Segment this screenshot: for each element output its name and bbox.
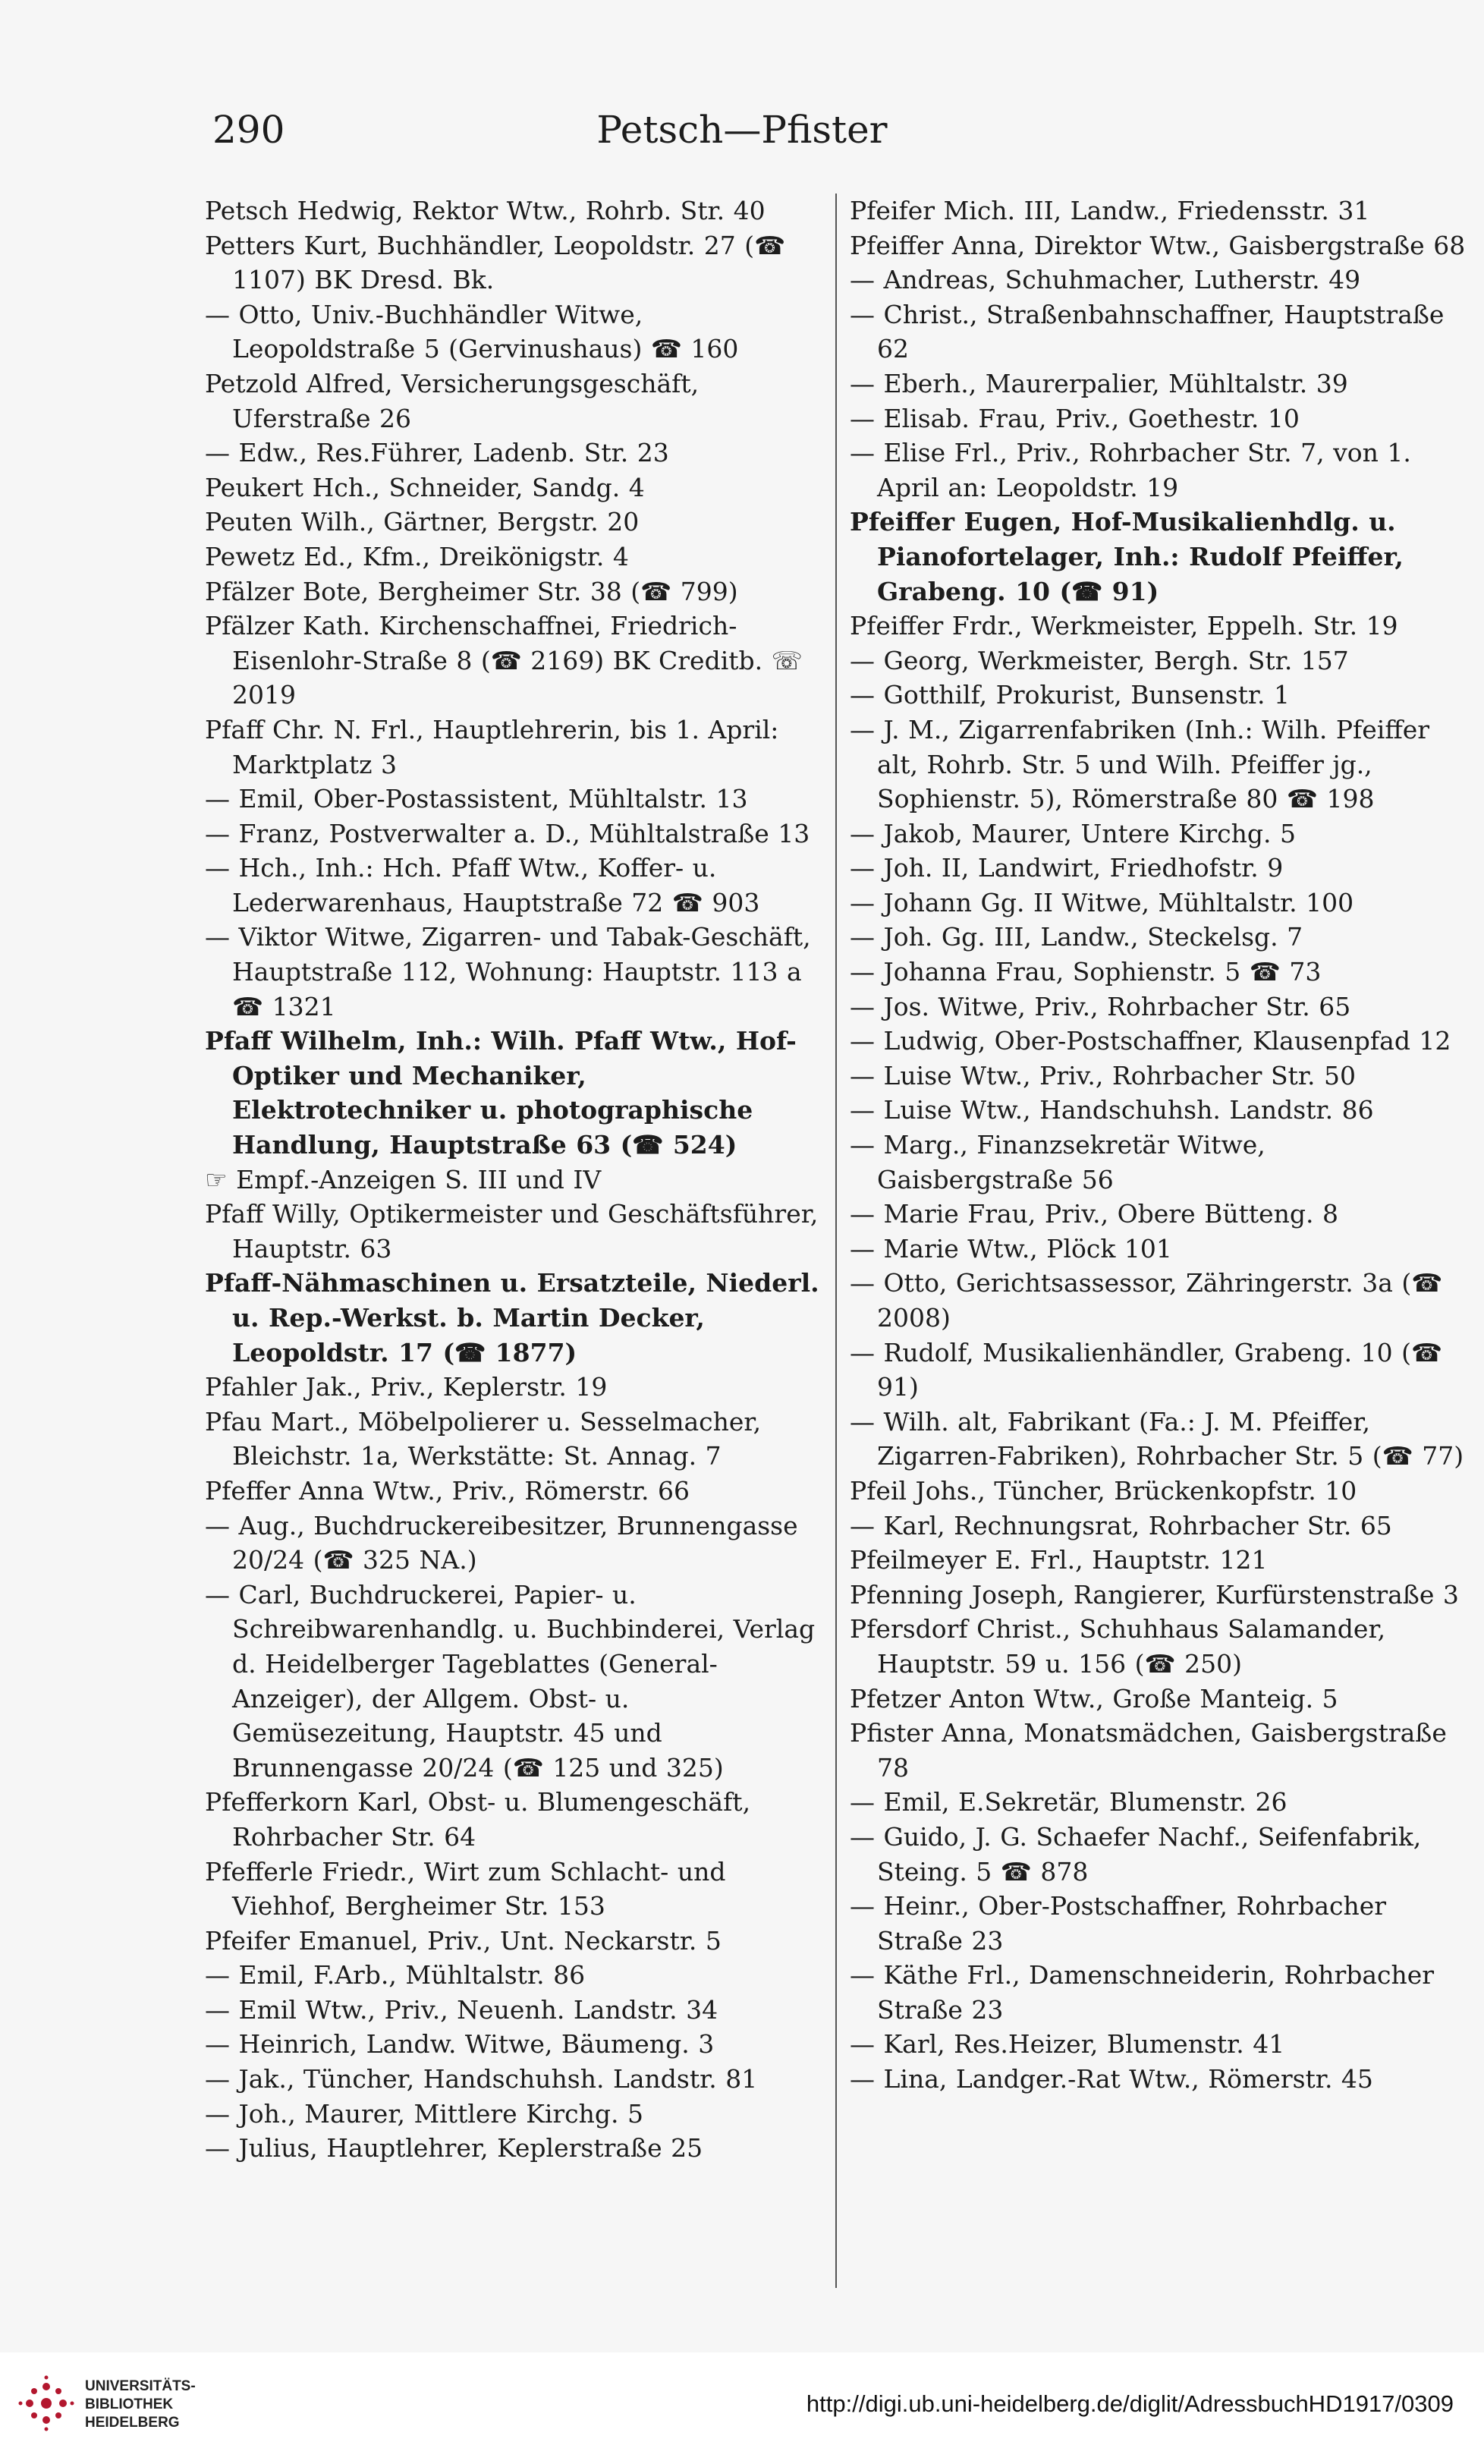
directory-entry-highlighted: Pfaff Wilhelm, Inh.: Wilh. Pfaff Wtw., Hof-Optiker und Mechaniker, Elektrotechniker u. photographische Handlung, Hauptstraße 63 (☎ 524) bbox=[205, 1026, 797, 1160]
directory-entry: Pfefferkorn Karl, Obst- u. Blumengeschäft, Rohrbacher Str. 64 bbox=[205, 1787, 751, 1852]
directory-entry: — Gotthilf, Prokurist, Bunsenstr. 1 bbox=[850, 680, 1291, 710]
library-name-line: HEIDELBERG bbox=[85, 2415, 180, 2431]
directory-entry: — Viktor Witwe, Zigarren- und Tabak-Geschäft, Hauptstraße 112, Wohnung: Hauptstr. 113 a ☎ 1321 bbox=[205, 922, 811, 1021]
page-number: 290 bbox=[212, 108, 285, 152]
university-library-logo-icon bbox=[18, 2375, 74, 2431]
directory-entry: — Jos. Witwe, Priv., Rohrbacher Str. 65 bbox=[850, 991, 1351, 1021]
directory-entry: — Julius, Hauptlehrer, Keplerstraße 25 bbox=[205, 2133, 703, 2163]
directory-entry: — Heinrich, Landw. Witwe, Bäumeng. 3 bbox=[205, 2029, 715, 2060]
directory-entry: — Käthe Frl., Damenschneiderin, Rohrbacher Straße 23 bbox=[850, 1960, 1435, 2025]
directory-entry: Pfeiffer Anna, Direktor Wtw., Gaisbergstraße 68 bbox=[850, 230, 1466, 260]
directory-entry: Pfeifer Mich. III, Landw., Friedensstr. 31 bbox=[850, 196, 1370, 225]
running-title: Petsch—Pfister bbox=[596, 108, 888, 152]
directory-entry: — Franz, Postverwalter a. D., Mühltalstraße 13 bbox=[205, 818, 810, 848]
directory-entry: — Jakob, Maurer, Untere Kirchg. 5 bbox=[850, 818, 1296, 848]
directory-entry: Pfenning Joseph, Rangierer, Kurfürstenstraße 3 bbox=[850, 1579, 1459, 1610]
directory-entry: — Georg, Werkmeister, Bergh. Str. 157 bbox=[850, 645, 1349, 675]
directory-entry: Peuten Wilh., Gärtner, Bergstr. 20 bbox=[205, 507, 640, 537]
library-name-line: BIBLIOTHEK bbox=[85, 2396, 174, 2412]
directory-entry: Pfaff Willy, Optikermeister und Geschäftsführer, Hauptstr. 63 bbox=[205, 1199, 819, 1263]
directory-entry: — Aug., Buchdruckereibesitzer, Brunnengasse 20/24 (☎ 325 NA.) bbox=[205, 1510, 798, 1575]
directory-entry: Pfälzer Bote, Bergheimer Str. 38 (☎ 799) bbox=[205, 576, 738, 606]
directory-entry: — Marie Wtw., Plöck 101 bbox=[850, 1233, 1172, 1263]
column-divider bbox=[835, 194, 837, 2288]
directory-entry: Pfau Mart., Möbelpolierer u. Sesselmacher, Bleichstr. 1a, Werkstätte: St. Annag. 7 bbox=[205, 1406, 762, 1471]
directory-entry: — Rudolf, Musikalienhändler, Grabeng. 10 (☎ 91) bbox=[850, 1337, 1443, 1402]
directory-entry: — Edw., Res.Führer, Ladenb. Str. 23 bbox=[205, 438, 669, 468]
directory-entry: — Emil, E.Sekretär, Blumenstr. 26 bbox=[850, 1787, 1287, 1817]
directory-entry: — Luise Wtw., Handschuhsh. Landstr. 86 bbox=[850, 1095, 1374, 1125]
directory-entry: — Hch., Inh.: Hch. Pfaff Wtw., Koffer- u. Lederwarenhaus, Hauptstraße 72 ☎ 903 bbox=[205, 853, 760, 917]
directory-entry: — Christ., Straßenbahnschaffner, Hauptstraße 62 bbox=[850, 299, 1445, 364]
directory-entry: Pfeil Johs., Tüncher, Brückenkopfstr. 10 bbox=[850, 1475, 1357, 1506]
directory-entry: — Karl, Res.Heizer, Blumenstr. 41 bbox=[850, 2029, 1285, 2060]
directory-entry: — Emil Wtw., Priv., Neuenh. Landstr. 34 bbox=[205, 1994, 718, 2025]
directory-entry: Petsch Hedwig, Rektor Wtw., Rohrb. Str. 40 bbox=[205, 196, 766, 225]
directory-entry: — Luise Wtw., Priv., Rohrbacher Str. 50 bbox=[850, 1060, 1356, 1090]
directory-entry: — Lina, Landger.-Rat Wtw., Römerstr. 45 bbox=[850, 2064, 1373, 2094]
directory-entry: — Elisab. Frau, Priv., Goethestr. 10 bbox=[850, 403, 1300, 433]
directory-entry: — Eberh., Maurerpalier, Mühltalstr. 39 bbox=[850, 368, 1348, 398]
directory-entry: — Joh. II, Landwirt, Friedhofstr. 9 bbox=[850, 853, 1284, 883]
directory-entry: — Otto, Gerichtsassessor, Zähringerstr. 3a (☎ 2008) bbox=[850, 1268, 1443, 1333]
directory-entry: — Joh., Maurer, Mittlere Kirchg. 5 bbox=[205, 2098, 644, 2129]
directory-entry: Petters Kurt, Buchhändler, Leopoldstr. 27 (☎ 1107) BK Dresd. Bk. bbox=[205, 230, 786, 295]
directory-entry: — Johann Gg. II Witwe, Mühltalstr. 100 bbox=[850, 887, 1354, 917]
left-column bbox=[205, 194, 823, 2288]
directory-entry: Petzold Alfred, Versicherungsgeschäft, Uferstraße 26 bbox=[205, 368, 700, 433]
directory-entry: — Johanna Frau, Sophienstr. 5 ☎ 73 bbox=[850, 957, 1322, 987]
directory-entry: — Andreas, Schuhmacher, Lutherstr. 49 bbox=[850, 265, 1361, 295]
directory-entry: — Guido, J. G. Schaefer Nachf., Seifenfabrik, Steing. 5 ☎ 878 bbox=[850, 1821, 1422, 1887]
directory-entry: — Heinr., Ober-Postschaffner, Rohrbacher Straße 23 bbox=[850, 1891, 1387, 1956]
directory-entry: Pfeifer Emanuel, Priv., Unt. Neckarstr. 5 bbox=[205, 1925, 722, 1956]
directory-entry: Pfeffer Anna Wtw., Priv., Römerstr. 66 bbox=[205, 1475, 690, 1506]
directory-entry: Pfefferle Friedr., Wirt zum Schlacht- und Viehhof, Bergheimer Str. 153 bbox=[205, 1856, 726, 1921]
directory-entry: Pfeilmeyer E. Frl., Hauptstr. 121 bbox=[850, 1545, 1268, 1575]
directory-entry: — Emil, Ober-Postassistent, Mühltalstr. 13 bbox=[205, 784, 748, 814]
directory-entry: — Elise Frl., Priv., Rohrbacher Str. 7, von 1. April an: Leopoldstr. 19 bbox=[850, 438, 1411, 502]
directory-entry: ☞ Empf.-Anzeigen S. III und IV bbox=[205, 1164, 602, 1194]
library-name-line: UNIVERSITÄTS- bbox=[85, 2378, 196, 2394]
directory-entry: Pfeiffer Frdr., Werkmeister, Eppelh. Str. 19 bbox=[850, 611, 1398, 641]
directory-entry: — Ludwig, Ober-Postschaffner, Klausenpfad 12 bbox=[850, 1026, 1451, 1056]
directory-entry: Pfersdorf Christ., Schuhhaus Salamander, Hauptstr. 59 u. 156 (☎ 250) bbox=[850, 1614, 1386, 1679]
directory-entry: Pfetzer Anton Wtw., Große Manteig. 5 bbox=[850, 1683, 1338, 1713]
directory-entry: — Jak., Tüncher, Handschuhsh. Landstr. 81 bbox=[205, 2064, 758, 2094]
library-name bbox=[85, 2377, 196, 2432]
directory-entry: — J. M., Zigarrenfabriken (Inh.: Wilh. Pfeiffer alt, Rohrb. Str. 5 und Wilh. Pfeiffer jg., Sophienstr. 5), Römerstraße 80 ☎ 198 bbox=[850, 714, 1430, 814]
right-column bbox=[850, 194, 1468, 2288]
directory-entry: Peukert Hch., Schneider, Sandg. 4 bbox=[205, 472, 645, 502]
directory-entry-highlighted: Pfaff-Nähmaschinen u. Ersatzteile, Niederl. u. Rep.-Werkst. b. Martin Decker, Leopoldstr. 17 (☎ 1877) bbox=[205, 1268, 819, 1367]
directory-entry: — Karl, Rechnungsrat, Rohrbacher Str. 65 bbox=[850, 1510, 1392, 1540]
directory-entry: Pfahler Jak., Priv., Keplerstr. 19 bbox=[205, 1372, 608, 1402]
source-url-link[interactable]: http://digi.ub.uni-heidelberg.de/diglit/AdressbuchHD1917/0309 bbox=[806, 2390, 1454, 2417]
directory-entry: — Marie Frau, Priv., Obere Bütteng. 8 bbox=[850, 1199, 1339, 1229]
directory-entry: — Otto, Univ.-Buchhändler Witwe, Leopoldstraße 5 (Gervinushaus) ☎ 160 bbox=[205, 299, 739, 364]
directory-entry: — Joh. Gg. III, Landw., Steckelsg. 7 bbox=[850, 922, 1303, 952]
directory-entry: Pfälzer Kath. Kirchenschaffnei, Friedrich-Eisenlohr-Straße 8 (☎ 2169) BK Creditb. ☏ 2019 bbox=[205, 611, 803, 710]
directory-entry: — Carl, Buchdruckerei, Papier- u. Schreibwarenhandlg. u. Buchbinderei, Verlag d. Heidelberger Tageblattes (General-Anzeiger), der Allgem. Obst- u. Gemüsezeitung, Hauptstr. 45 und Brunnengasse 20/24 (☎ 125 und 325) bbox=[205, 1579, 816, 1783]
directory-entry: — Marg., Finanzsekretär Witwe, Gaisbergstraße 56 bbox=[850, 1130, 1265, 1194]
directory-entry: Pfaff Chr. N. Frl., Hauptlehrerin, bis 1. April: Marktplatz 3 bbox=[205, 714, 779, 779]
directory-entry-highlighted: Pfeiffer Eugen, Hof-Musikalienhdlg. u. Pianofortelager, Inh.: Rudolf Pfeiffer, Grabeng. 10 (☎ 91) bbox=[850, 507, 1404, 606]
directory-entry: — Wilh. alt, Fabrikant (Fa.: J. M. Pfeiffer, Zigarren-Fabriken), Rohrbacher Str. 5 (☎ 77) bbox=[850, 1406, 1464, 1471]
directory-entry: Pfister Anna, Monatsmädchen, Gaisbergstraße 78 bbox=[850, 1718, 1447, 1783]
directory-entry: Pewetz Ed., Kfm., Dreikönigstr. 4 bbox=[205, 541, 629, 571]
directory-entry: — Emil, F.Arb., Mühltalstr. 86 bbox=[205, 1960, 586, 1990]
